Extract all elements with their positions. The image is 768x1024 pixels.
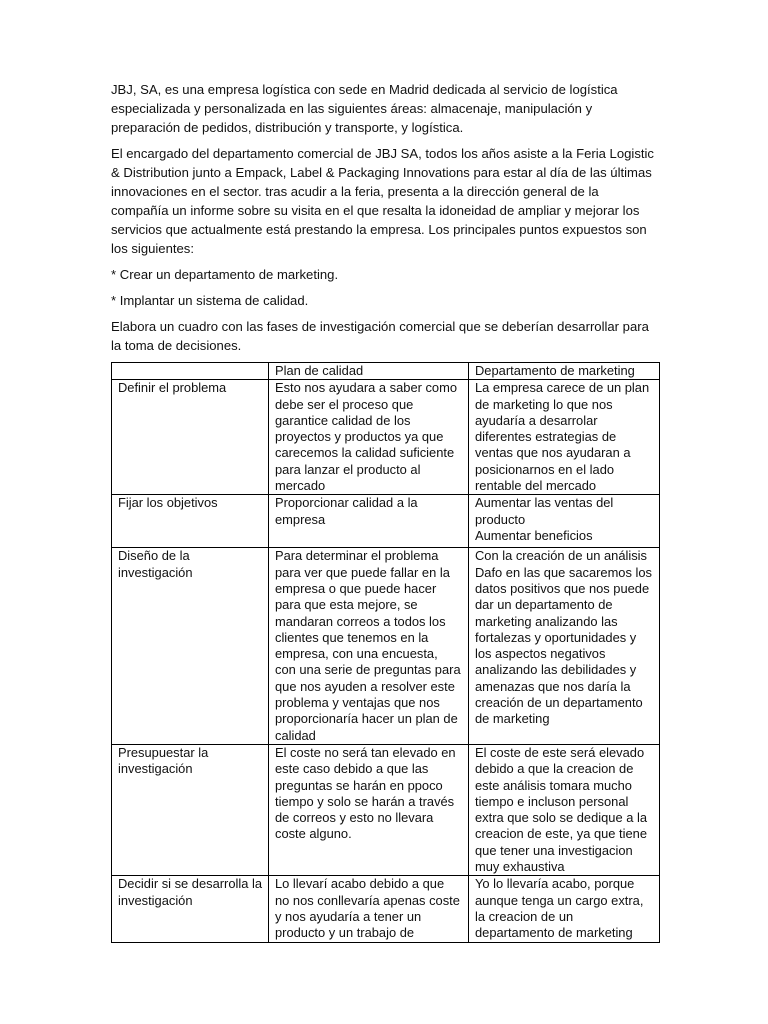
table-header-row [112,363,660,380]
quality-cell: Proporcionar calidad a la empresa [269,495,469,548]
table-row [112,744,660,875]
phase-cell: Presupuestar la investigación [112,744,269,875]
intro-paragraph-1: JBJ, SA, es una empresa logística con sede en Madrid dedicada al servicio de logística especializada y personalizada en las siguientes áreas: almacenaje, manipulación y preparación de pedidos, distribución y transporte, y logística. [111,82,618,135]
bullet-marketing: * Crear un departamento de marketing. [111,267,339,282]
bullet-quality: * Implantar un sistema de calidad. [111,293,309,308]
quality-cell: El coste no será tan elevado en este caso debido a que las preguntas se harán en ppoco tiempo y solo se harán a través de correos y esto no llevara coste alguno. [269,744,469,875]
research-phases-table [111,362,660,943]
quality-cell: Esto nos ayudara a saber como debe ser el proceso que garantice calidad de los proyectos y productos ya que carecemos la calidad suficiente para lanzar el producto al mercado [269,380,469,495]
quality-cell: Para determinar el problema para ver que puede fallar en la empresa o que puede hacer para que esta mejore, se mandaran correos a todos los clientes que tenemos en la empresa, con una encuesta, con una serie de preguntas para que nos ayuden a resolver este problema y ventajas que nos proporcionaría hacer un plan de calidad [269,548,469,745]
phase-cell: Decidir si se desarrolla la investigación [112,876,269,942]
table-row [112,495,660,548]
quality-cell: Lo llevarí acabo debido a que no nos conllevaría apenas coste y nos ayudaría a tener un producto y un trabajo de [269,876,469,942]
table-row [112,380,660,495]
marketing-objective-2: Aumentar beneficios [475,527,593,543]
marketing-cell: La empresa carece de un plan de marketing lo que nos ayudaría a desarrolar diferentes estrategias de ventas que nos ayudaran a posicionarnos en el lado rentable del mercado [469,380,660,495]
document-page [111,80,659,943]
table-row [112,548,660,745]
phase-cell: Fijar los objetivos [112,495,269,548]
phase-cell: Definir el problema [112,380,269,495]
marketing-cell: Con la creación de un análisis Dafo en las que sacaremos los datos positivos que nos puede dar un departamento de marketing analizando las fortalezas y oportunidades y los aspectos negativos analizando las debilidades y amenazas que nos daría la creación de un departamento de marketing [469,548,660,745]
marketing-cell [469,495,660,548]
marketing-cell: Yo lo llevaría acabo, porque aunque tenga un cargo extra, la creacion de un departamento de marketing [469,876,660,942]
phase-cell: Diseño de la investigación [112,548,269,745]
marketing-cell: El coste de este será elevado debido a que la creacion de este análisis tomara mucho tiempo e incluson personal extra que solo se dedique a la creacion de este, ya que tiene que tener una investigacion muy exhaustiva [469,744,660,875]
table-row [112,876,660,942]
intro-paragraph-2: El encargado del departamento comercial de JBJ SA, todos los años asiste a la Feria Logistic & Distribution junto a Empack, Label & Packaging Innovations para estar al día de las últimas innovaciones en el sector. tras acudir a la feria, presenta a la dirección general de la compañía un informe sobre su visita en el que resalta la idoneidad de ampliar y mejorar los servicios que actualmente está prestando la empresa. Los principales puntos expuestos son los siguientes: [111,146,654,256]
marketing-objective-1: Aumentar las ventas del producto [475,495,614,527]
header-empty-cell [112,363,269,380]
task-statement: Elabora un cuadro con las fases de investigación comercial que se deberían desarrollar para la toma de decisiones. [111,319,649,353]
header-marketing-department: Departamento de marketing [469,363,660,380]
header-quality-plan: Plan de calidad [269,363,469,380]
